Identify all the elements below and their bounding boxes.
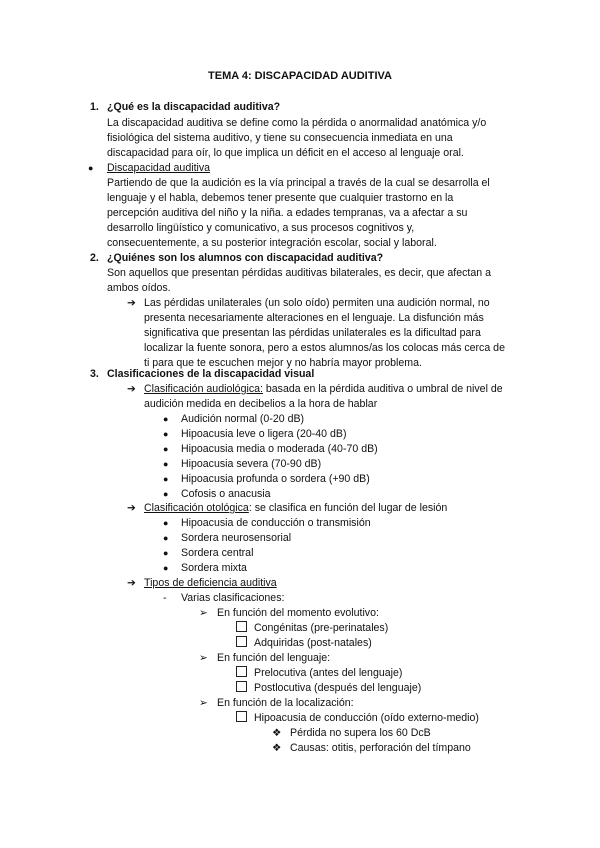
otological-classification-label: Clasificación otológica [144,502,249,514]
audiological-classification-desc-2: audición medida en decibelios a la hora de hablar [144,398,378,410]
bullet-icon: ● [163,414,169,424]
arrow-icon: ➔ [127,297,136,309]
list-item: Cofosis o anacusia [181,488,271,500]
bullet-icon: ● [163,459,169,469]
group-heading: En función de la localización: [217,697,354,709]
section-2-heading: ¿Quiénes son los alumnos con discapacidad auditiva? [107,252,384,264]
dash-marker: - [163,592,167,604]
diamond-bullet-icon: ❖ [272,727,282,739]
bullet-icon: ● [88,163,94,173]
bullet-icon: ● [163,489,169,499]
list-item: Hipoacusia severa (70-90 dB) [181,458,322,470]
group-heading: En función del lenguaje: [217,652,331,664]
list-item: Hipoacusia de conducción o transmisión [181,517,371,529]
list-item: Hipoacusia media o moderada (40-70 dB) [181,443,378,455]
diamond-bullet-icon: ❖ [272,742,282,754]
arrow-icon: ➔ [127,383,136,395]
audiological-classification-desc: basada en la pérdida auditiva o umbral de nivel de [262,383,503,395]
subsection-text-line: percepción auditiva del niño y la niña. a edades tempranas, va a afectar a su [107,207,468,219]
subsection-text-line: lenguaje y el habla, debemos tener presente que cualquier trastorno en la [107,192,454,204]
bullet-icon: ● [163,474,169,484]
list-item: Sordera mixta [181,562,247,574]
checkbox-icon [236,710,247,726]
section-2-text-line: Son aquellos que presentan pérdidas auditivas bilaterales, es decir, que afectan a [107,267,491,279]
arrow-text-line: significativa que presentan las pérdidas unilaterales es la dificultad para [144,327,481,339]
section-1-text-line: fisiológica del sistema auditivo, y tiene su consecuencia inmediata en una [107,132,453,144]
bullet-icon: ● [163,563,169,573]
section-3-number: 3. [90,368,99,380]
checkbox-item: Prelocutiva (antes del lenguaje) [254,667,403,679]
bullet-icon: ● [163,548,169,558]
subsection-text-line: desarrollo lingüístico y comunicativo, a sus procesos cognitivos y, [107,222,415,234]
bullet-icon: ● [163,518,169,528]
triangle-arrow-icon: ➢ [199,607,208,619]
list-item: Hipoacusia profunda o sordera (+90 dB) [181,473,370,485]
checkbox-icon [236,635,247,651]
section-1-number: 1. [90,101,99,113]
detail-item: Causas: otitis, perforación del tímpano [290,742,471,754]
subsection-heading: Discapacidad auditiva [107,162,211,174]
arrow-text-line: localizar la fuente sonora, pero a estos alumnos/as los colocas más cerca de [144,342,505,354]
checkbox-item: Adquiridas (post-natales) [254,637,372,649]
checkbox-item: Hipoacusia de conducción (oído externo-medio) [254,712,479,724]
arrow-text-line: Las pérdidas unilaterales (un solo oído) permiten una audición normal, no [144,297,490,309]
triangle-arrow-icon: ➢ [199,652,208,664]
section-1-text-line: La discapacidad auditiva se define como la pérdida o anormalidad anatómica y/o [107,117,487,129]
checkbox-icon [236,665,247,681]
bullet-icon: ● [163,533,169,543]
list-item: Hipoacusia leve o ligera (20-40 dB) [181,428,347,440]
section-2-number: 2. [90,252,99,264]
list-item: Sordera neurosensorial [181,532,292,544]
arrow-icon: ➔ [127,502,136,514]
subsection-text-line: Partiendo de que la audición es la vía principal a través de la cual se desarrolla el [107,177,490,189]
list-item: Audición normal (0-20 dB) [181,413,305,425]
otological-classification-line [144,500,447,516]
bullet-icon: ● [163,444,169,454]
classifications-intro: Varias clasificaciones: [181,592,285,604]
arrow-text-line: presenta necesariamente alteraciones en el lenguaje. La disfunción más [144,312,484,324]
checkbox-item: Postlocutiva (después del lenguaje) [254,682,422,694]
subsection-text-line: consecuentemente, a su posterior integración escolar, social y laboral. [107,237,437,249]
bullet-icon: ● [163,429,169,439]
checkbox-icon [236,680,247,696]
detail-item: Pérdida no supera los 60 DcB [290,727,431,739]
section-3-heading: Clasificaciones de la discapacidad visual [107,368,315,380]
checkbox-item: Congénitas (pre-perinatales) [254,622,389,634]
arrow-icon: ➔ [127,577,136,589]
checkbox-icon [236,620,247,636]
section-1-heading: ¿Qué es la discapacidad auditiva? [107,101,281,113]
section-1-text-line: discapacidad para oír, lo que implica un déficit en el acceso al lenguaje oral. [107,147,464,159]
section-2-text-line: ambos oídos. [107,282,171,294]
otological-classification-desc: : se clasifica en función del lugar de lesión [248,502,448,514]
arrow-text-line: ti para que te escuchen mejor y no habría mayor problema. [144,357,422,369]
audiological-classification-line [144,381,503,397]
deficiency-types-heading: Tipos de deficiencia auditiva [144,577,277,589]
document-title: TEMA 4: DISCAPACIDAD AUDITIVA [208,70,392,82]
group-heading: En función del momento evolutivo: [217,607,379,619]
list-item: Sordera central [181,547,254,559]
audiological-classification-label: Clasificación audiológica: [144,383,263,395]
triangle-arrow-icon: ➢ [199,697,208,709]
